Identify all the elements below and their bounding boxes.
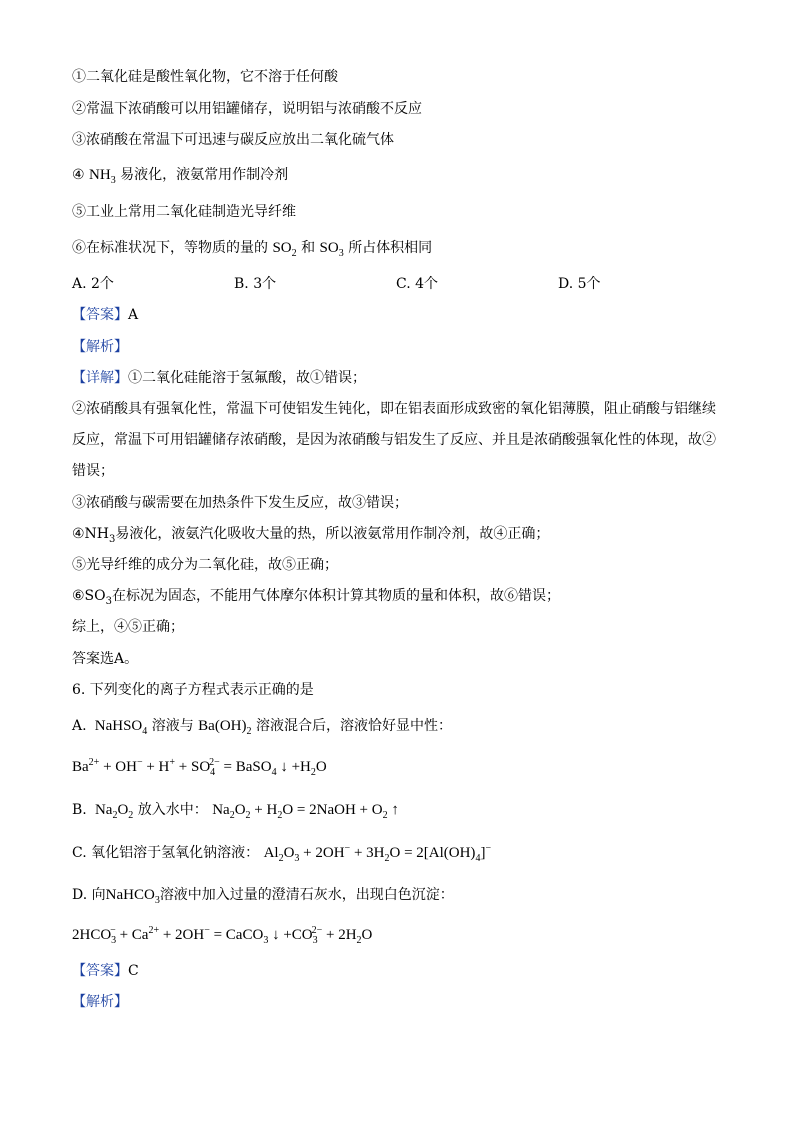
detail-4-text: 易液化，液氨汽化吸收大量的热，所以液氨常用作制冷剂，故④正确； — [115, 526, 550, 542]
option-d: D. 5个 — [558, 276, 601, 292]
option-c: C. 4个 — [396, 276, 439, 292]
formula-baoh2: $Ba(OH)_2$ — [198, 718, 252, 737]
analysis-tag — [72, 332, 734, 362]
equation-d: $2HCO_3^- + Ca^{2+} + 2OH^-$ = CaCO$_3$ ↓ $+CO_3^{2-} + 2H_2O$ — [72, 925, 373, 946]
q6-d-label: D. 向 — [72, 887, 106, 903]
detail-5: ⑤光导纤维的成分为二氧化硅，故⑤正确； — [72, 557, 338, 573]
detail-1 — [72, 363, 734, 393]
statement-4-prefix: ④ — [72, 167, 85, 183]
detail-4-prefix: ④NH — [72, 526, 110, 542]
statement-3: ③浓硝酸在常温下可迅速与碳反应放出二氧化硫气体 — [72, 132, 394, 148]
equation-b: $Na_2O_2 + H_2O$ = 2NaOH + $O_2$ ↑ — [212, 802, 399, 821]
q6-analysis-label: 【解析】 — [72, 994, 128, 1010]
detail-2b: 反应，常温下可用铝罐储存浓硝酸，是因为浓硝酸与铝发生了反应、并且是浓硝酸强氧化性的体现，故② — [72, 432, 716, 448]
q6-a-label: A. — [72, 718, 87, 734]
equation-a: $Ba^{2+} + OH^- + H^+ + SO_4^{2-}$ = BaSO$_4$ ↓ $+H_2O$ — [72, 757, 327, 778]
q6-a-text2: 溶液混合后，溶液恰好显中性： — [255, 718, 452, 734]
options-row — [72, 269, 734, 299]
q6-b-label: B. — [72, 802, 87, 818]
q6-c-label: C. 氧化铝溶于氢氧化钠溶液： — [72, 845, 260, 861]
q6-answer-value: C — [128, 963, 139, 979]
detail-4: $④NH_3$易液化，液氨汽化吸收大量的热，所以液氨常用作制冷剂，故④正确； — [72, 526, 550, 545]
q6-option-c — [72, 838, 734, 868]
statement-2: ②常温下浓硝酸可以用铝罐储存，说明铝与浓硝酸不反应 — [72, 101, 422, 117]
q6-b-text: 放入水中： — [137, 802, 208, 818]
statement-6 — [72, 233, 734, 263]
answer-tag: 【答案】 — [72, 307, 128, 323]
formula-nh3: $NH_3$ — [89, 167, 116, 186]
equation-c: $Al_2O_3 + 2OH^- + 3H_2O = 2[Al(OH)_4]^-$ — [263, 843, 492, 864]
detail-1-text: ①二氧化硅能溶于氢氟酸，故①错误； — [128, 370, 366, 386]
statement-5: ⑤工业上常用二氧化硅制造光导纤维 — [72, 204, 296, 220]
answer-value: A — [128, 307, 139, 323]
formula-nahco3: NaHCO$_3$ — [105, 887, 160, 906]
q6-equation-d — [72, 920, 734, 950]
detail-6-prefix: ⑥SO — [72, 588, 106, 604]
statement-4-text: 易液化，液氨常用作制冷剂 — [120, 167, 289, 183]
detail-3: ③浓硝酸与碳需要在加热条件下发生反应，故③错误； — [72, 495, 408, 511]
q6-answer-tag: 【答案】 — [72, 963, 128, 979]
analysis-label: 【解析】 — [72, 339, 128, 355]
formula-nahso4: NaHSO$_4$ — [91, 718, 148, 737]
detail-6: $⑥SO_3$在标况为固态，不能用气体摩尔体积计算其物质的量和体积，故⑥错误； — [72, 588, 560, 607]
q6-a-text1: 溶液与 — [151, 718, 194, 734]
statement-6-prefix: ⑥在标准状况下，等物质的量的 — [72, 240, 268, 256]
q6-d-text: 溶液中加入过量的澄清石灰水，出现白色沉淀： — [159, 887, 454, 903]
detail-2a: ②浓硝酸具有强氧化性，常温下可使铝发生钝化，即在铝表面形成致密的氧化铝薄膜，阻止硝酸与铝继续 — [72, 401, 716, 417]
formula-na2o2: $Na_2O_2$ — [91, 802, 134, 821]
option-a: A. 2个 — [72, 276, 114, 292]
summary: 综上，④⑤正确； — [72, 619, 184, 635]
answer-line — [72, 300, 734, 330]
q6-equation-a — [72, 752, 734, 782]
detail-6-text: 在标况为固态，不能用气体摩尔体积计算其物质的量和体积，故⑥错误； — [112, 588, 560, 604]
q6-stem: 6. 下列变化的离子方程式表示正确的是 — [72, 682, 314, 698]
statement-4 — [72, 160, 734, 190]
statement-1: ①二氧化硅是酸性氧化物，它不溶于任何酸 — [72, 69, 338, 85]
q6-analysis-tag — [72, 987, 734, 1017]
final-answer: 答案选A。 — [72, 651, 139, 667]
detail-tag: 【详解】 — [72, 370, 128, 386]
statement-6-mid: 和 — [301, 240, 316, 256]
formula-so3: $SO_3$ — [319, 240, 344, 259]
option-b: B. 3个 — [234, 276, 277, 292]
q6-option-a — [72, 711, 734, 741]
detail-2c: 错误； — [72, 463, 114, 479]
q6-option-d — [72, 880, 734, 910]
formula-so2: $SO_2$ — [272, 240, 297, 259]
q6-option-b — [72, 795, 734, 825]
q6-answer-line — [72, 956, 734, 986]
statement-6-text: 所占体积相同 — [348, 240, 433, 256]
